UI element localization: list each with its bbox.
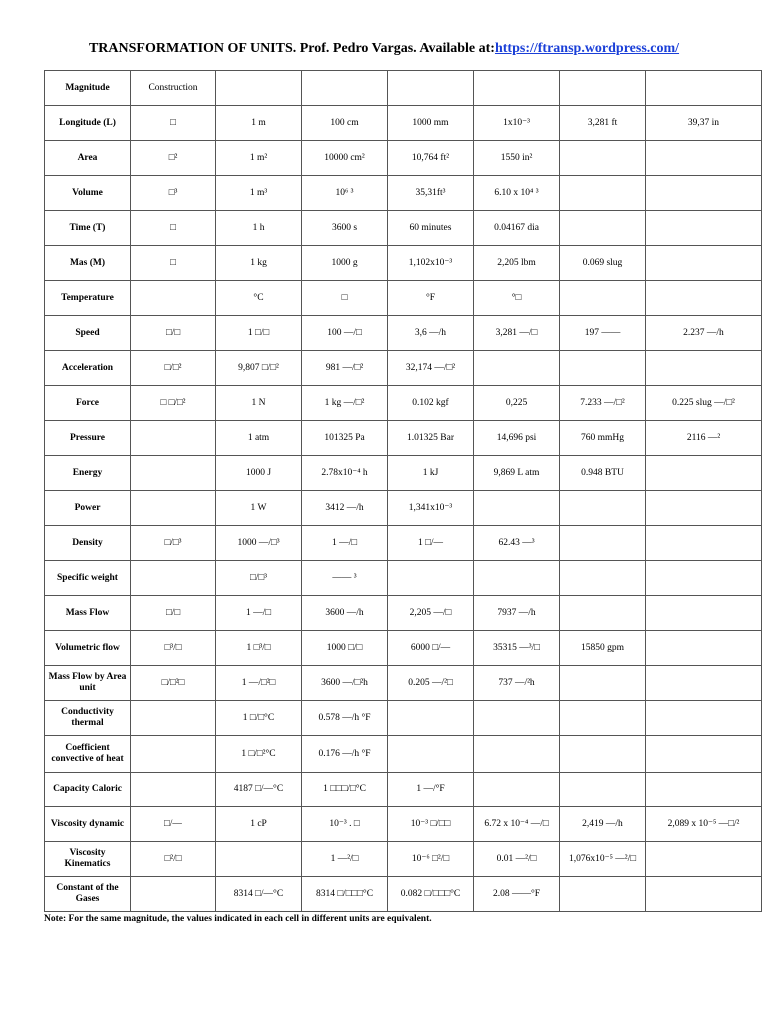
table-row [45,176,762,211]
value-cell: 1 □□□/□°C [302,773,388,807]
table-row [45,631,762,666]
value-cell: □ [302,281,388,316]
value-cell: 3,281 —/□ [474,316,560,351]
value-cell: 39,37 in [646,106,762,141]
value-cell: 8314 □/—°C [216,877,302,912]
value-cell [646,176,762,211]
construction-cell: □ □/□² [131,386,216,421]
construction-cell: □ [131,211,216,246]
value-cell: 1 atm [216,421,302,456]
value-cell [216,842,302,877]
value-cell: 8314 □/□□□°C [302,877,388,912]
value-cell: °□ [474,281,560,316]
value-cell: 1 kg [216,246,302,281]
value-cell [646,491,762,526]
value-cell [646,773,762,807]
value-cell [646,281,762,316]
table-row [45,736,762,773]
value-cell: 1 m [216,106,302,141]
value-cell: 1,102x10⁻³ [388,246,474,281]
value-cell: 62.43 —³ [474,526,560,561]
value-cell: 0.01 —²/□ [474,842,560,877]
value-cell [474,561,560,596]
value-cell [388,736,474,773]
value-cell: 60 minutes [388,211,474,246]
value-cell [646,141,762,176]
column-header [302,71,388,106]
column-header [388,71,474,106]
value-cell: 4187 □/—°C [216,773,302,807]
table-row [45,596,762,631]
value-cell: 2,205 lbm [474,246,560,281]
value-cell: 1 □/□°C [216,701,302,736]
value-cell: 3600 —/h [302,596,388,631]
units-conversion-table [44,70,762,912]
value-cell: 35315 —³/□ [474,631,560,666]
table-row [45,456,762,491]
magnitude-cell: Viscosity dynamic [45,807,131,842]
value-cell: 1,341x10⁻³ [388,491,474,526]
value-cell: 1000 —/□³ [216,526,302,561]
value-cell: 10000 cm² [302,141,388,176]
magnitude-cell: Mass Flow by Area unit [45,666,131,701]
value-cell [646,596,762,631]
value-cell: 1 □/□ [216,316,302,351]
value-cell: 0.225 slug —/□² [646,386,762,421]
construction-cell: □³ [131,176,216,211]
construction-cell: □ [131,106,216,141]
value-cell: 10⁻³ □/□□ [388,807,474,842]
value-cell: 3600 s [302,211,388,246]
value-cell: 1000 g [302,246,388,281]
construction-cell [131,281,216,316]
value-cell: 0.102 kgf [388,386,474,421]
value-cell: 1 □/□²°C [216,736,302,773]
value-cell: 1x10⁻³ [474,106,560,141]
table-row [45,842,762,877]
value-cell [560,141,646,176]
value-cell: 100 cm [302,106,388,141]
table-row [45,106,762,141]
value-cell: 0,225 [474,386,560,421]
table-row [45,491,762,526]
value-cell: 7.233 —/□² [560,386,646,421]
value-cell: 2,419 —/h [560,807,646,842]
value-cell: 35,31ft³ [388,176,474,211]
construction-cell: □²/□ [131,842,216,877]
magnitude-cell: Area [45,141,131,176]
value-cell: 2,205 —/□ [388,596,474,631]
value-cell: 10⁻³ . □ [302,807,388,842]
value-cell: 1000 □/□ [302,631,388,666]
footer-note: Note: For the same magnitude, the values indicated in each cell in different units are equivalent. [44,914,432,924]
table-row [45,386,762,421]
value-cell: 6.72 x 10⁻⁴ —/□ [474,807,560,842]
value-cell: 0.176 —/h °F [302,736,388,773]
construction-cell [131,456,216,491]
value-cell: 1 m² [216,141,302,176]
construction-cell: □/— [131,807,216,842]
value-cell: 981 —/□² [302,351,388,386]
construction-cell [131,773,216,807]
value-cell [646,877,762,912]
construction-cell: □/□² [131,351,216,386]
value-cell [560,773,646,807]
value-cell [560,176,646,211]
value-cell [646,701,762,736]
value-cell: 6000 □/— [388,631,474,666]
magnitude-cell: Mass Flow [45,596,131,631]
value-cell: 2.237 —/h [646,316,762,351]
value-cell: 10⁶ ³ [302,176,388,211]
magnitude-cell: Longitude (L) [45,106,131,141]
value-cell: °C [216,281,302,316]
column-header [646,71,762,106]
table-row [45,281,762,316]
value-cell [474,351,560,386]
value-cell [388,701,474,736]
value-cell: 3,6 —/h [388,316,474,351]
construction-cell [131,421,216,456]
magnitude-cell: Energy [45,456,131,491]
value-cell: 2116 —² [646,421,762,456]
value-cell: 1,076x10⁻⁵ —²/□ [560,842,646,877]
value-cell: 1 □/— [388,526,474,561]
value-cell: 6.10 x 10⁴ ³ [474,176,560,211]
construction-cell: □/□ [131,596,216,631]
value-cell: 0.948 BTU [560,456,646,491]
value-cell: 1 m³ [216,176,302,211]
value-cell: 1 —/□ [302,526,388,561]
value-cell: 2.78x10⁻⁴ h [302,456,388,491]
value-cell [560,666,646,701]
column-header: Magnitude [45,71,131,106]
value-cell: 1000 J [216,456,302,491]
value-cell [646,211,762,246]
value-cell [560,526,646,561]
magnitude-cell: Mas (M) [45,246,131,281]
value-cell: 0.082 □/□□□°C [388,877,474,912]
source-link[interactable]: https://ftransp.wordpress.com/ [494,41,680,56]
column-header [560,71,646,106]
column-header [474,71,560,106]
value-cell: 3412 —/h [302,491,388,526]
value-cell [474,701,560,736]
value-cell [646,666,762,701]
value-cell: 1 N [216,386,302,421]
value-cell [560,561,646,596]
value-cell: °F [388,281,474,316]
magnitude-cell: Viscosity Kinematics [45,842,131,877]
value-cell [560,596,646,631]
construction-cell [131,877,216,912]
value-cell [560,491,646,526]
value-cell [474,736,560,773]
value-cell [646,246,762,281]
value-cell [560,281,646,316]
table-row [45,316,762,351]
value-cell: 1 h [216,211,302,246]
construction-cell: □² [131,141,216,176]
value-cell: 10⁻⁶ □²/□ [388,842,474,877]
value-cell: 2,089 x 10⁻⁵ —□/² [646,807,762,842]
table-row [45,877,762,912]
construction-cell: □/□³ [131,526,216,561]
magnitude-cell: Time (T) [45,211,131,246]
value-cell: □/□³ [216,561,302,596]
value-cell: 3,281 ft [560,106,646,141]
table-row [45,211,762,246]
magnitude-cell: Specific weight [45,561,131,596]
value-cell: 10,764 ft² [388,141,474,176]
magnitude-cell: Density [45,526,131,561]
value-cell [646,631,762,666]
value-cell [560,701,646,736]
value-cell: 1 kg —/□² [302,386,388,421]
table-row [45,773,762,807]
value-cell [646,456,762,491]
value-cell: 760 mmHg [560,421,646,456]
magnitude-cell: Acceleration [45,351,131,386]
header-row [45,71,762,106]
value-cell [474,491,560,526]
construction-cell: □/□ [131,316,216,351]
value-cell: 15850 gpm [560,631,646,666]
magnitude-cell: Power [45,491,131,526]
construction-cell: □/□²□ [131,666,216,701]
magnitude-cell: Capacity Caloric [45,773,131,807]
value-cell [560,877,646,912]
value-cell: 1 —²/□ [302,842,388,877]
construction-cell [131,736,216,773]
value-cell [560,351,646,386]
value-cell [560,736,646,773]
table-row [45,526,762,561]
table-row [45,561,762,596]
value-cell: 1 kJ [388,456,474,491]
construction-cell: □³/□ [131,631,216,666]
table-row [45,351,762,386]
table-row [45,421,762,456]
value-cell: 1 —/□ [216,596,302,631]
magnitude-cell: Volume [45,176,131,211]
magnitude-cell: Volumetric flow [45,631,131,666]
magnitude-cell: Conductivity thermal [45,701,131,736]
value-cell [646,736,762,773]
table-row [45,246,762,281]
table-row [45,701,762,736]
value-cell [646,561,762,596]
magnitude-cell: Speed [45,316,131,351]
table-row [45,666,762,701]
value-cell: 32,174 —/□² [388,351,474,386]
value-cell: 14,696 psi [474,421,560,456]
value-cell: 737 —/²h [474,666,560,701]
value-cell: 100 —/□ [302,316,388,351]
value-cell: 1 —/°F [388,773,474,807]
value-cell: 1.01325 Bar [388,421,474,456]
value-cell: 1 □³/□ [216,631,302,666]
value-cell: 0.04167 dia [474,211,560,246]
magnitude-cell: Coefficient convective of heat [45,736,131,773]
value-cell: 7937 —/h [474,596,560,631]
construction-cell [131,491,216,526]
construction-cell: □ [131,246,216,281]
value-cell [646,842,762,877]
title-text: TRANSFORMATION OF UNITS. Prof. Pedro Vargas. Available at: [88,41,495,56]
value-cell: 1550 in² [474,141,560,176]
value-cell: 1 cP [216,807,302,842]
value-cell [388,561,474,596]
table-row [45,141,762,176]
value-cell [646,526,762,561]
value-cell: 9,807 □/□² [216,351,302,386]
value-cell: 197 —— [560,316,646,351]
value-cell [560,211,646,246]
value-cell: 0.069 slug [560,246,646,281]
value-cell: 101325 Pa [302,421,388,456]
page-title [0,41,768,57]
value-cell: 0.578 —/h °F [302,701,388,736]
value-cell: 2.08 ——°F [474,877,560,912]
value-cell: 9,869 L atm [474,456,560,491]
magnitude-cell: Pressure [45,421,131,456]
construction-cell [131,701,216,736]
value-cell: 1 —/□²□ [216,666,302,701]
value-cell [646,351,762,386]
magnitude-cell: Constant of the Gases [45,877,131,912]
value-cell [474,773,560,807]
column-header: Construction [131,71,216,106]
value-cell: 0.205 —/²□ [388,666,474,701]
construction-cell [131,561,216,596]
magnitude-cell: Temperature [45,281,131,316]
column-header [216,71,302,106]
magnitude-cell: Force [45,386,131,421]
value-cell: —— ³ [302,561,388,596]
value-cell: 1000 mm [388,106,474,141]
table-row [45,807,762,842]
value-cell: 1 W [216,491,302,526]
value-cell: 3600 —/□²h [302,666,388,701]
